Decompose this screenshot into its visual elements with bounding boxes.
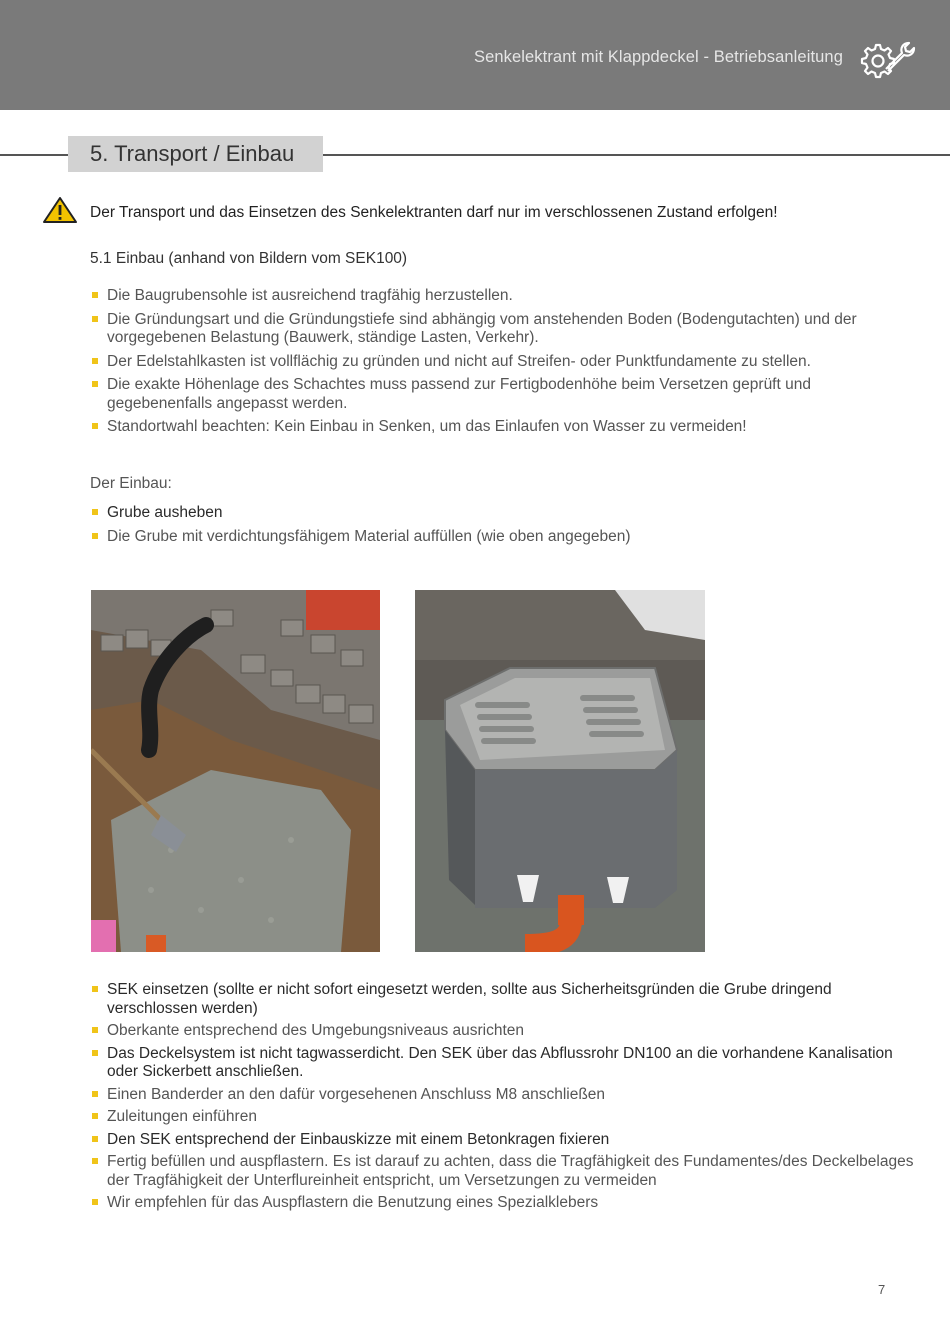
installation-steps-continued [90,981,920,1213]
list-item: Den SEK entsprechend der Einbauskizze mit einem Betonkragen fixieren [90,1131,920,1150]
list-item: Fertig befüllen und auspflastern. Es ist darauf zu achten, dass die Tragfähigkeit des Fundamentes/des Deckelbelages der Tragfähigkeit der Unterflureinheit entspricht, um Versetzungen zu vermeiden [90,1153,920,1190]
list-item: Einen Banderder an den dafür vorgesehenen Anschluss M8 anschließen [90,1086,920,1105]
warning-triangle-icon [42,196,78,224]
list-item: Wir empfehlen für das Auspflastern die Benutzung eines Spezialklebers [90,1194,920,1213]
list-item: Das Deckelsystem ist nicht tagwasserdicht. Den SEK über das Abflussrohr DN100 an die vorhandene Kanalisation oder Sickerbett anschließen. [90,1045,920,1082]
gear-wrench-icon [856,37,916,85]
page-number: 7 [878,1282,886,1297]
document-title: Senkelektrant mit Klappdeckel - Betriebsanleitung [473,48,843,66]
subsection-title: 5.1 Einbau (anhand von Bildern vom SEK100) [90,250,408,267]
list-item: Die exakte Höhenlage des Schachtes muss passend zur Fertigbodenhöhe beim Versetzen geprüft und gegebenenfalls angepasst werden. [90,376,920,413]
list-item: Grube ausheben [90,504,920,523]
list-item: Die Gründungsart und die Gründungstiefe sind abhängig vom anstehenden Boden (Bodengutachten) und der vorgegebenen Belastung (Bauwerk, ständige Lasten, Verkehr). [90,311,920,348]
requirements-list [90,287,920,437]
installation-label: Der Einbau: [90,475,172,492]
section-heading [68,136,323,172]
list-item: Oberkante entsprechend des Umgebungsniveaus ausrichten [90,1022,920,1041]
list-item: Die Grube mit verdichtungsfähigem Material auffüllen (wie oben angegeben) [90,528,920,547]
list-item: Zuleitungen einführen [90,1108,920,1127]
list-item: Die Baugrubensohle ist ausreichend tragfähig herzustellen. [90,287,920,306]
installation-steps-list [90,504,920,546]
warning-text: Der Transport und das Einsetzen des Senkelektranten darf nur im verschlossenen Zustand erfolgen! [90,204,778,221]
page-header [0,0,950,110]
excavation-pit-photo [91,590,380,952]
list-item: SEK einsetzen (sollte er nicht sofort eingesetzt werden, sollte aus Sicherheitsgründen die Grube dringend verschlossen werden) [90,981,920,1018]
list-item: Der Edelstahlkasten ist vollflächig zu gründen und nicht auf Streifen- oder Punktfundamente zu stellen. [90,353,920,372]
list-item: Standortwahl beachten: Kein Einbau in Senken, um das Einlaufen von Wasser zu vermeiden! [90,418,920,437]
section-title: 5. Transport / Einbau [90,141,295,166]
installed-box-photo [415,590,705,952]
